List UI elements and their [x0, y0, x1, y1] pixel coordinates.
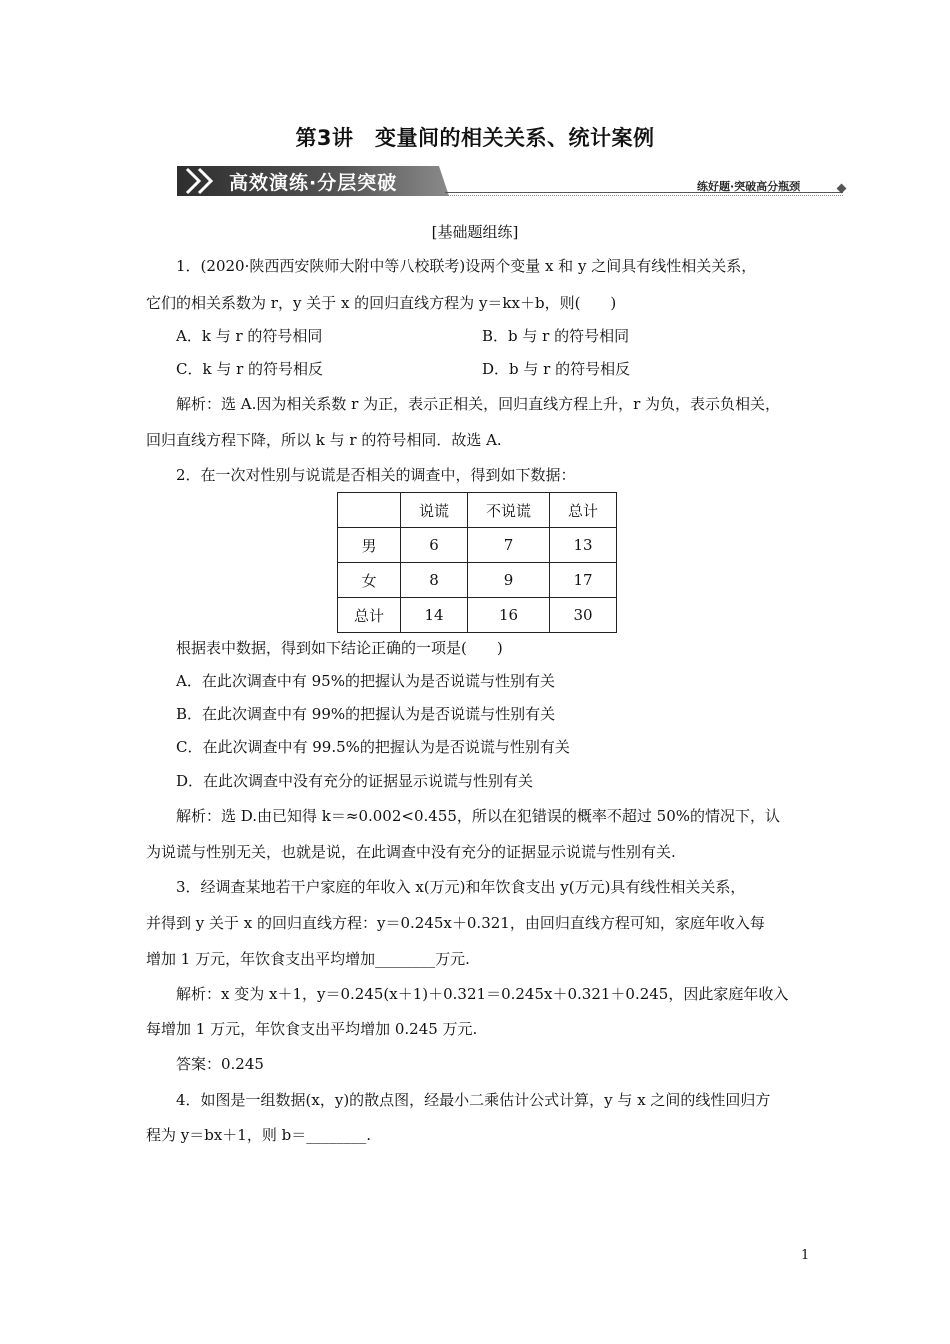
- section-heading: [基础题组练]: [431, 223, 519, 241]
- q2-question: 根据表中数据，得到如下结论正确的一项是( ): [176, 639, 503, 657]
- q3-stem-line3: 增加 1 万元，年饮食支出平均增加________万元.: [146, 950, 470, 968]
- table-cell: 6: [401, 528, 468, 563]
- q2-solution-line2: 为说谎与性别无关，也就是说，在此调查中没有充分的证据显示说谎与性别有关.: [146, 843, 676, 861]
- table-cell: 14: [401, 598, 468, 633]
- page-number: 1: [801, 1248, 810, 1263]
- table-cell: 男: [338, 528, 401, 563]
- q4-stem-line1: 4．如图是一组数据(x，y)的散点图，经最小二乘估计公式计算，y 与 x 之间的线性回归方: [176, 1091, 771, 1109]
- q2-option-d: D．在此次调查中没有充分的证据显示说谎与性别有关: [176, 772, 534, 790]
- q2-option-a: A．在此次调查中有 95%的把握认为是否说谎与性别有关: [176, 672, 555, 690]
- q3-answer: 答案：0.245: [176, 1055, 264, 1073]
- q1-solution-line1: 解析：选 A.因为相关系数 r 为正，表示正相关，回归直线方程上升，r 为负，表示负相关，: [176, 395, 781, 413]
- q1-stem-line1: 1．(2020·陕西西安陕师大附中等八校联考)设两个变量 x 和 y 之间具有线性相关关系，: [176, 257, 757, 275]
- table-row: [338, 528, 617, 563]
- q1-stem-line2: 它们的相关系数为 r，y 关于 x 的回归直线方程为 y＝kx＋b，则( ): [146, 294, 617, 312]
- table-header-cell: 不说谎: [468, 493, 550, 528]
- table-cell: 16: [468, 598, 550, 633]
- q2-option-b: B．在此次调查中有 99%的把握认为是否说谎与性别有关: [176, 705, 556, 723]
- table-row: [338, 598, 617, 633]
- q2-stem: 2．在一次对性别与说谎是否相关的调查中，得到如下数据：: [176, 466, 576, 484]
- q1-option-b: B．b 与 r 的符号相同: [482, 327, 630, 345]
- q2-solution-line1: 解析：选 D.由已知得 k＝≈0.002<0.455，所以在犯错误的概率不超过 50%的情况下，认: [176, 807, 781, 825]
- q3-stem-line2: 并得到 y 关于 x 的回归直线方程：y＝0.245x＋0.321，由回归直线方程可知，家庭年收入每: [146, 914, 765, 932]
- q1-option-d: D．b 与 r 的符号相反: [482, 360, 631, 378]
- q3-stem-line1: 3．经调查某地若干户家庭的年收入 x(万元)和年饮食支出 y(万元)具有线性相关关系，: [176, 878, 746, 896]
- table-cell: 17: [550, 563, 617, 598]
- table-row: [338, 563, 617, 598]
- banner-slogan: 练好题·突破高分瓶颈: [697, 180, 801, 193]
- table-cell: 总计: [338, 598, 401, 633]
- table-header-cell: 说谎: [401, 493, 468, 528]
- section-banner: [177, 164, 449, 198]
- q4-stem-line2: 程为 y＝bx＋1，则 b＝________.: [146, 1126, 371, 1144]
- table-cell: 7: [468, 528, 550, 563]
- q3-solution-line2: 每增加 1 万元，年饮食支出平均增加 0.245 万元.: [146, 1020, 478, 1038]
- table-header-row: [338, 493, 617, 528]
- q1-option-a: A．k 与 r 的符号相同: [176, 327, 323, 345]
- q3-solution-line1: 解析：x 变为 x＋1，y＝0.245(x＋1)＋0.321＝0.245x＋0.321＋0.245，因此家庭年收入: [176, 985, 789, 1003]
- table-cell: 30: [550, 598, 617, 633]
- table-cell: 女: [338, 563, 401, 598]
- q1-option-c: C．k 与 r 的符号相反: [176, 360, 324, 378]
- banner-rule-dotted: [445, 195, 843, 196]
- table-cell: 8: [401, 563, 468, 598]
- table-header-cell: 总计: [550, 493, 617, 528]
- banner-text: 高效演练·分层突破: [229, 172, 398, 194]
- table-cell: 9: [468, 563, 550, 598]
- table-header-cell: [338, 493, 401, 528]
- survey-table: [337, 492, 617, 633]
- q2-option-c: C．在此次调查中有 99.5%的把握认为是否说谎与性别有关: [176, 738, 570, 756]
- page-title: 第3讲 变量间的相关关系、统计案例: [295, 126, 655, 150]
- q1-solution-line2: 回归直线方程下降，所以 k 与 r 的符号相同．故选 A.: [146, 431, 502, 449]
- table-cell: 13: [550, 528, 617, 563]
